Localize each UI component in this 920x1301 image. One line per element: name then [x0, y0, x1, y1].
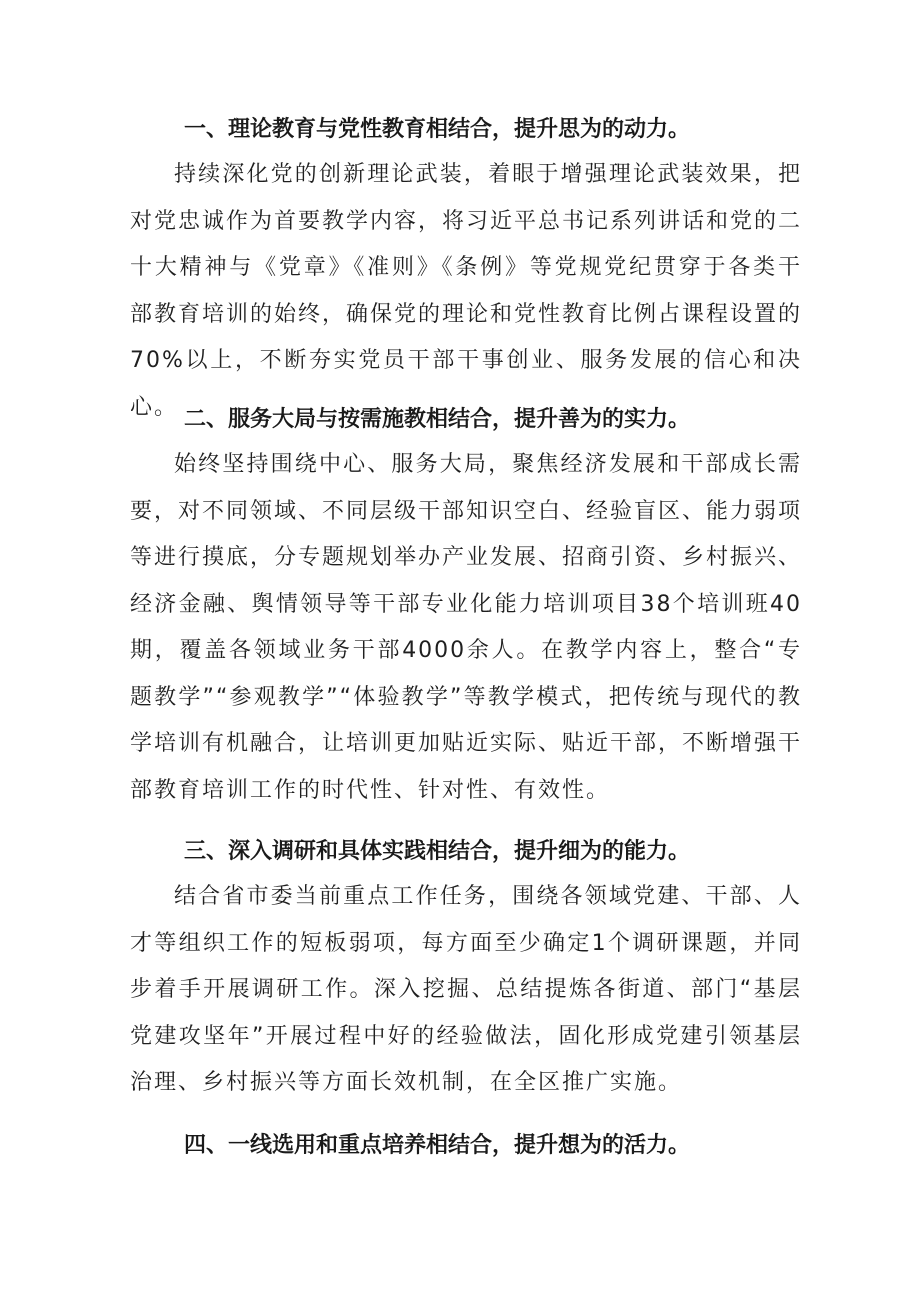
section-1: [130, 108, 802, 431]
section-heading: 四、一线选用和重点培养相结合，提升想为的活力。: [184, 1133, 691, 1158]
section-paragraph: 始终坚持围绕中心、服务大局，聚焦经济发展和干部成长需要，对不同领域、不同层级干部知识空白、经验盲区、能力弱项等进行摸底，分专题规划举办产业发展、招商引资、乡村振兴、经济金融、舆情领导等干部专业化能力培训项目38个培训班40期，覆盖各领域业务干部4000余人。在教学内容上，整合“专题教学”“参观教学”“体验教学”等教学模式，把传统与现代的教学培训有机融合，让培训更加贴近实际、贴近干部，不断增强干部教育培训工作的时代性、针对性、有效性。: [130, 452, 803, 803]
section-3: [130, 830, 802, 1107]
section-paragraph: 结合省市委当前重点工作任务，围绕各领域党建、干部、人才等组织工作的短板弱项，每方面至少确定1个调研课题，并同步着手开展调研工作。深入挖掘、总结提炼各街道、部门“基层党建攻坚年”开展过程中好的经验做法，固化形成党建引领基层治理、乡村振兴等方面长效机制，在全区推广实施。: [130, 884, 802, 1095]
section-heading: 三、深入调研和具体实践相结合，提升细为的能力。: [184, 839, 691, 864]
section-2: [130, 398, 802, 814]
section-heading: 二、服务大局与按需施教相结合，提升善为的实力。: [184, 407, 691, 432]
section-paragraph: 持续深化党的创新理论武装，着眼于增强理论武装效果，把对党忠诚作为首要教学内容，将习近平总书记系列讲话和党的二十大精神与《党章》《准则》《条例》等党规党纪贯穿于各类干部教育培训的始终，确保党的理论和党性教育比例占课程设置的70%以上，不断夯实党员干部干事创业、服务发展的信心和决心。: [130, 162, 803, 420]
section-heading: 一、理论教育与党性教育相结合，提升思为的动力。: [184, 117, 691, 142]
section-4: [130, 1124, 802, 1168]
